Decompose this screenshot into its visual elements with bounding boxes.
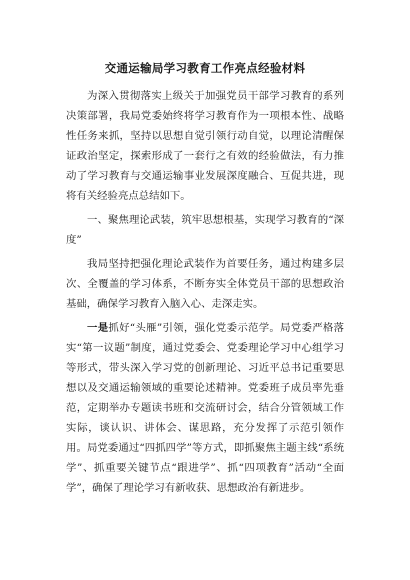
- section-intro-text: 我局坚持把强化理论武装作为首要任务，通过构建多层次、全覆盖的学习体系，不断夯实全体党员干部的思想政治基础，确保学习教育入脑入心、走深走实。: [66, 258, 344, 310]
- section-heading-text: 一、聚焦理论武装，筑牢思想根基，实现学习教育的“深度”: [66, 214, 344, 246]
- intro-paragraph: [66, 86, 344, 206]
- point-one-lead: 一是: [87, 322, 109, 334]
- section-heading: [66, 210, 344, 250]
- point-one-paragraph: [66, 318, 344, 498]
- intro-text: 为深入贯彻落实上级关于加强党员干部学习教育的系列决策部署，我局党委始终将学习教育作为一项根本性、战略性任务来抓，坚持以思想自觉引领行动自觉，以理论清醒保证政治坚定，探索形成了一套行之有效的经验做法，有力推动了学习教育与交通运输事业发展深度融合、互促共进，现将有关经验亮点总结如下。: [66, 90, 344, 202]
- section-intro-paragraph: [66, 254, 344, 314]
- document-title: 交通运输局学习教育工作亮点经验材料: [104, 61, 306, 75]
- point-one-text: 抓好“头雁”引领，强化党委示范学。局党委严格落实“第一议题”制度，通过党委会、党委理论学习中心组学习等形式，带头深入学习党的创新理论、习近平总书记重要思想以及交通运输领域的重要论述精神。党委班子成员率先垂范，定期举办专题读书班和交流研讨会，结合分管领域工作实际，谈认识、讲体会、谋思路，充分发挥了示范引领作用。局党委通过“四抓四学”等方式，即抓聚焦主题主线“系统学”、抓重要关键节点“跟进学”、抓“四项教育”活动“全面学”，确保了理论学习有新收获、思想政治有新进步。: [66, 322, 345, 494]
